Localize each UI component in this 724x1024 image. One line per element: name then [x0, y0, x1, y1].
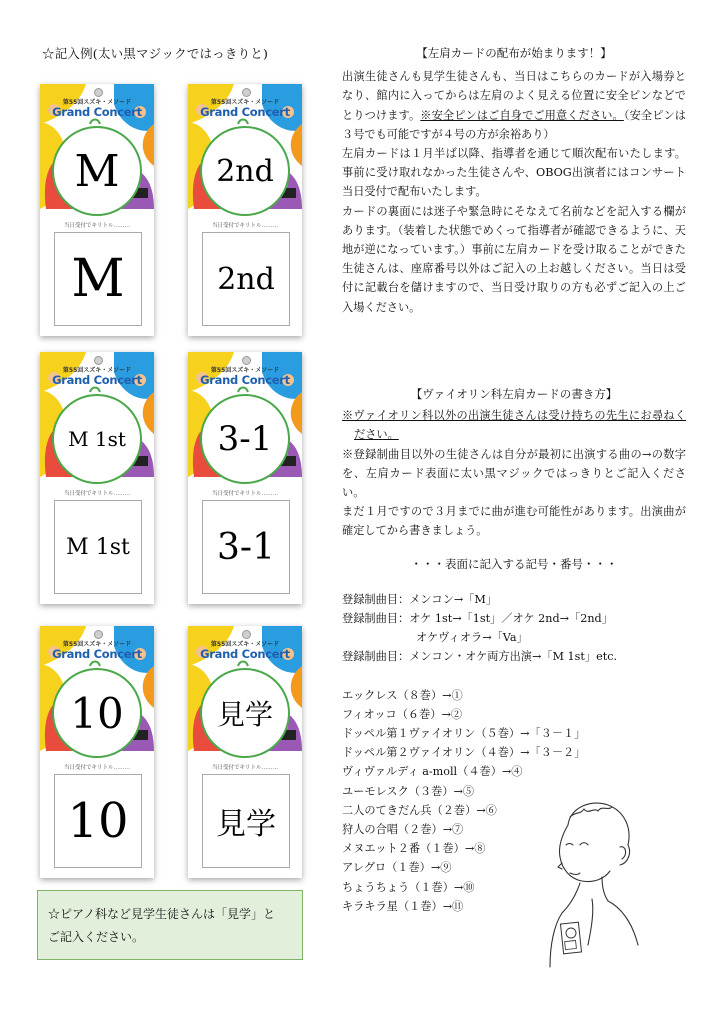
registered-item: 登録制曲目：オケ 1st→「1st」／オケ 2nd→「2nd」 [342, 612, 613, 626]
card-receipt-line: 当日受付でキリトル……… [63, 765, 130, 771]
howto-title: 【ヴァイオリン科左肩カードの書き方】 [410, 387, 618, 401]
card-front-label: M [52, 126, 142, 216]
distribution-paragraph-3: カードの裏面には迷子や緊急時にそなえて名前などを記入する欄があります。（装着した状態でめくって指導者が確認できるように、天地が逆になっています。）事前に左肩カードを受け取ることができた生徒さんは、座席番号以外はご記入の上お越しください。当日は受付に記載台を儲けますので、当日受け取りの方も必ずご記入の上ご入場ください。 [342, 204, 686, 314]
card-series: 第55回スズキ・メソード [62, 367, 132, 374]
piano-note-line1: ☆ピアノ科など見学生徒さんは「見学」と [48, 907, 276, 921]
shoulder-card [188, 352, 302, 604]
card-hole [94, 88, 103, 97]
piece-item: フィオッコ（６巻）→② [342, 707, 463, 721]
shoulder-card [188, 626, 302, 878]
registered-item: 登録制曲目：メンコン・オケ両方出演→「M 1st」etc. [342, 650, 618, 664]
card-back-label: M 1st [54, 500, 142, 594]
card-series: 第55回スズキ・メソード [210, 367, 280, 374]
shoulder-card [188, 84, 302, 336]
card-back-label: 2nd [202, 232, 290, 326]
card-hole [94, 356, 103, 365]
card-back-label: 10 [54, 774, 142, 868]
card-front-label: M 1st [52, 394, 142, 484]
howto-note-1: ※ヴァイオリン科以外の出演生徒さんは受け持ちの先生にお尋ねください。 [342, 409, 686, 442]
howto-note-3: まだ１月ですので３月までに曲が進む可能性があります。出演曲が確定してから書きましょう。 [342, 505, 686, 538]
piece-item: エックレス（８巻）→① [342, 688, 463, 702]
shoulder-card [40, 84, 154, 336]
card-concert-title: Grand Concert [52, 647, 142, 661]
card-series: 第55回スズキ・メソード [62, 99, 132, 106]
card-receipt-line: 当日受付でキリトル……… [211, 223, 278, 229]
piece-item: ドッペル第２ヴァイオリン（４巻）→「３－２」 [342, 746, 586, 760]
card-concert-title: Grand Concert [200, 105, 290, 119]
registered-item: 登録制曲目：メンコン→「M」 [342, 592, 498, 606]
card-back-label: 見学 [202, 774, 290, 868]
card-hole [94, 630, 103, 639]
card-back-label: M [54, 232, 142, 326]
piece-item: ドッペル第１ヴァイオリン（５巻）→「３－１」 [342, 727, 586, 741]
card-concert-title: Grand Concert [52, 105, 142, 119]
card-hole [242, 356, 251, 365]
distribution-paragraph-2: 左肩カードは１月半ば以降、指導者を通じて順次配布いたします。事前に受け取れなかった生徒さんや、OBOG出演者にはコンサート当日受付で配布いたします。 [342, 147, 686, 199]
card-receipt-line: 当日受付でキリトル……… [63, 491, 130, 497]
card-front-label: 10 [52, 668, 142, 758]
card-series: 第55回スズキ・メソード [210, 99, 280, 106]
card-front-label: 3-1 [200, 394, 290, 484]
piece-item: メヌエット２番（１巻）→⑧ [342, 842, 486, 856]
card-concert-title: Grand Concert [52, 373, 142, 387]
shoulder-card [40, 352, 154, 604]
distribution-section [342, 44, 686, 317]
card-hole [242, 630, 251, 639]
howto-note-2: ※登録制曲目以外の生徒さんは自分が最初に出演する曲の→の数字を、左肩カード表面に太い黒マジックではっきりとご記入ください。 [342, 447, 686, 500]
card-receipt-line: 当日受付でキリトル……… [211, 491, 278, 497]
card-concert-title: Grand Concert [200, 647, 290, 661]
card-front-label: 2nd [200, 126, 290, 216]
piece-item: ユーモレスク（３巻）→⑤ [342, 784, 475, 798]
card-receipt-line: 当日受付でキリトル……… [63, 223, 130, 229]
card-hole [242, 88, 251, 97]
piano-note-box [37, 890, 303, 960]
howto-subtitle: ・・・表面に記入する記号・番号・・・ [410, 556, 618, 571]
distribution-paragraph-1 [342, 67, 686, 144]
card-front-label: 見学 [200, 668, 290, 758]
registered-item: オケヴィオラ→「Va」 [416, 631, 528, 645]
piano-note-line2: ご記入ください。 [48, 930, 145, 944]
piece-item: ヴィヴァルディ a-moll（４巻）→④ [342, 765, 523, 779]
card-series: 第55回スズキ・メソード [62, 641, 132, 648]
card-receipt-line: 当日受付でキリトル……… [211, 765, 278, 771]
card-back-label: 3-1 [202, 500, 290, 594]
example-title: ☆記入例(太い黒マジックではっきりと) [42, 46, 269, 61]
distribution-title: 【左肩カードの配布が始まります！】 [416, 46, 612, 60]
piece-item: アレグロ（１巻）→⑨ [342, 861, 452, 875]
registered-list [342, 590, 686, 667]
card-series: 第55回スズキ・メソード [210, 641, 280, 648]
safety-pin-detail: （安全ピンは３号でも可能ですが４号の方が余裕あり） [342, 108, 686, 141]
safety-pin-note: ※安全ピンはご自身でご用意ください。 [420, 108, 624, 122]
distribution-p1a: 出演生徒さんも見学生徒さんも、当日はこちらのカードが入場券となり、館内に入ってからは左肩のよく見える位置に安全ピンなどでとりつけます。 [342, 70, 686, 122]
piece-item: キラキラ星（１巻）→⑪ [342, 899, 464, 913]
piece-item: 狩人の合唱（２巻）→⑦ [342, 823, 464, 837]
piece-item: ちょうちょう（１巻）→⑩ [342, 880, 475, 894]
card-concert-title: Grand Concert [200, 373, 290, 387]
boy-illustration [540, 795, 650, 970]
shoulder-card [40, 626, 154, 878]
piece-item: 二人のてきだん兵（２巻）→⑥ [342, 803, 497, 817]
